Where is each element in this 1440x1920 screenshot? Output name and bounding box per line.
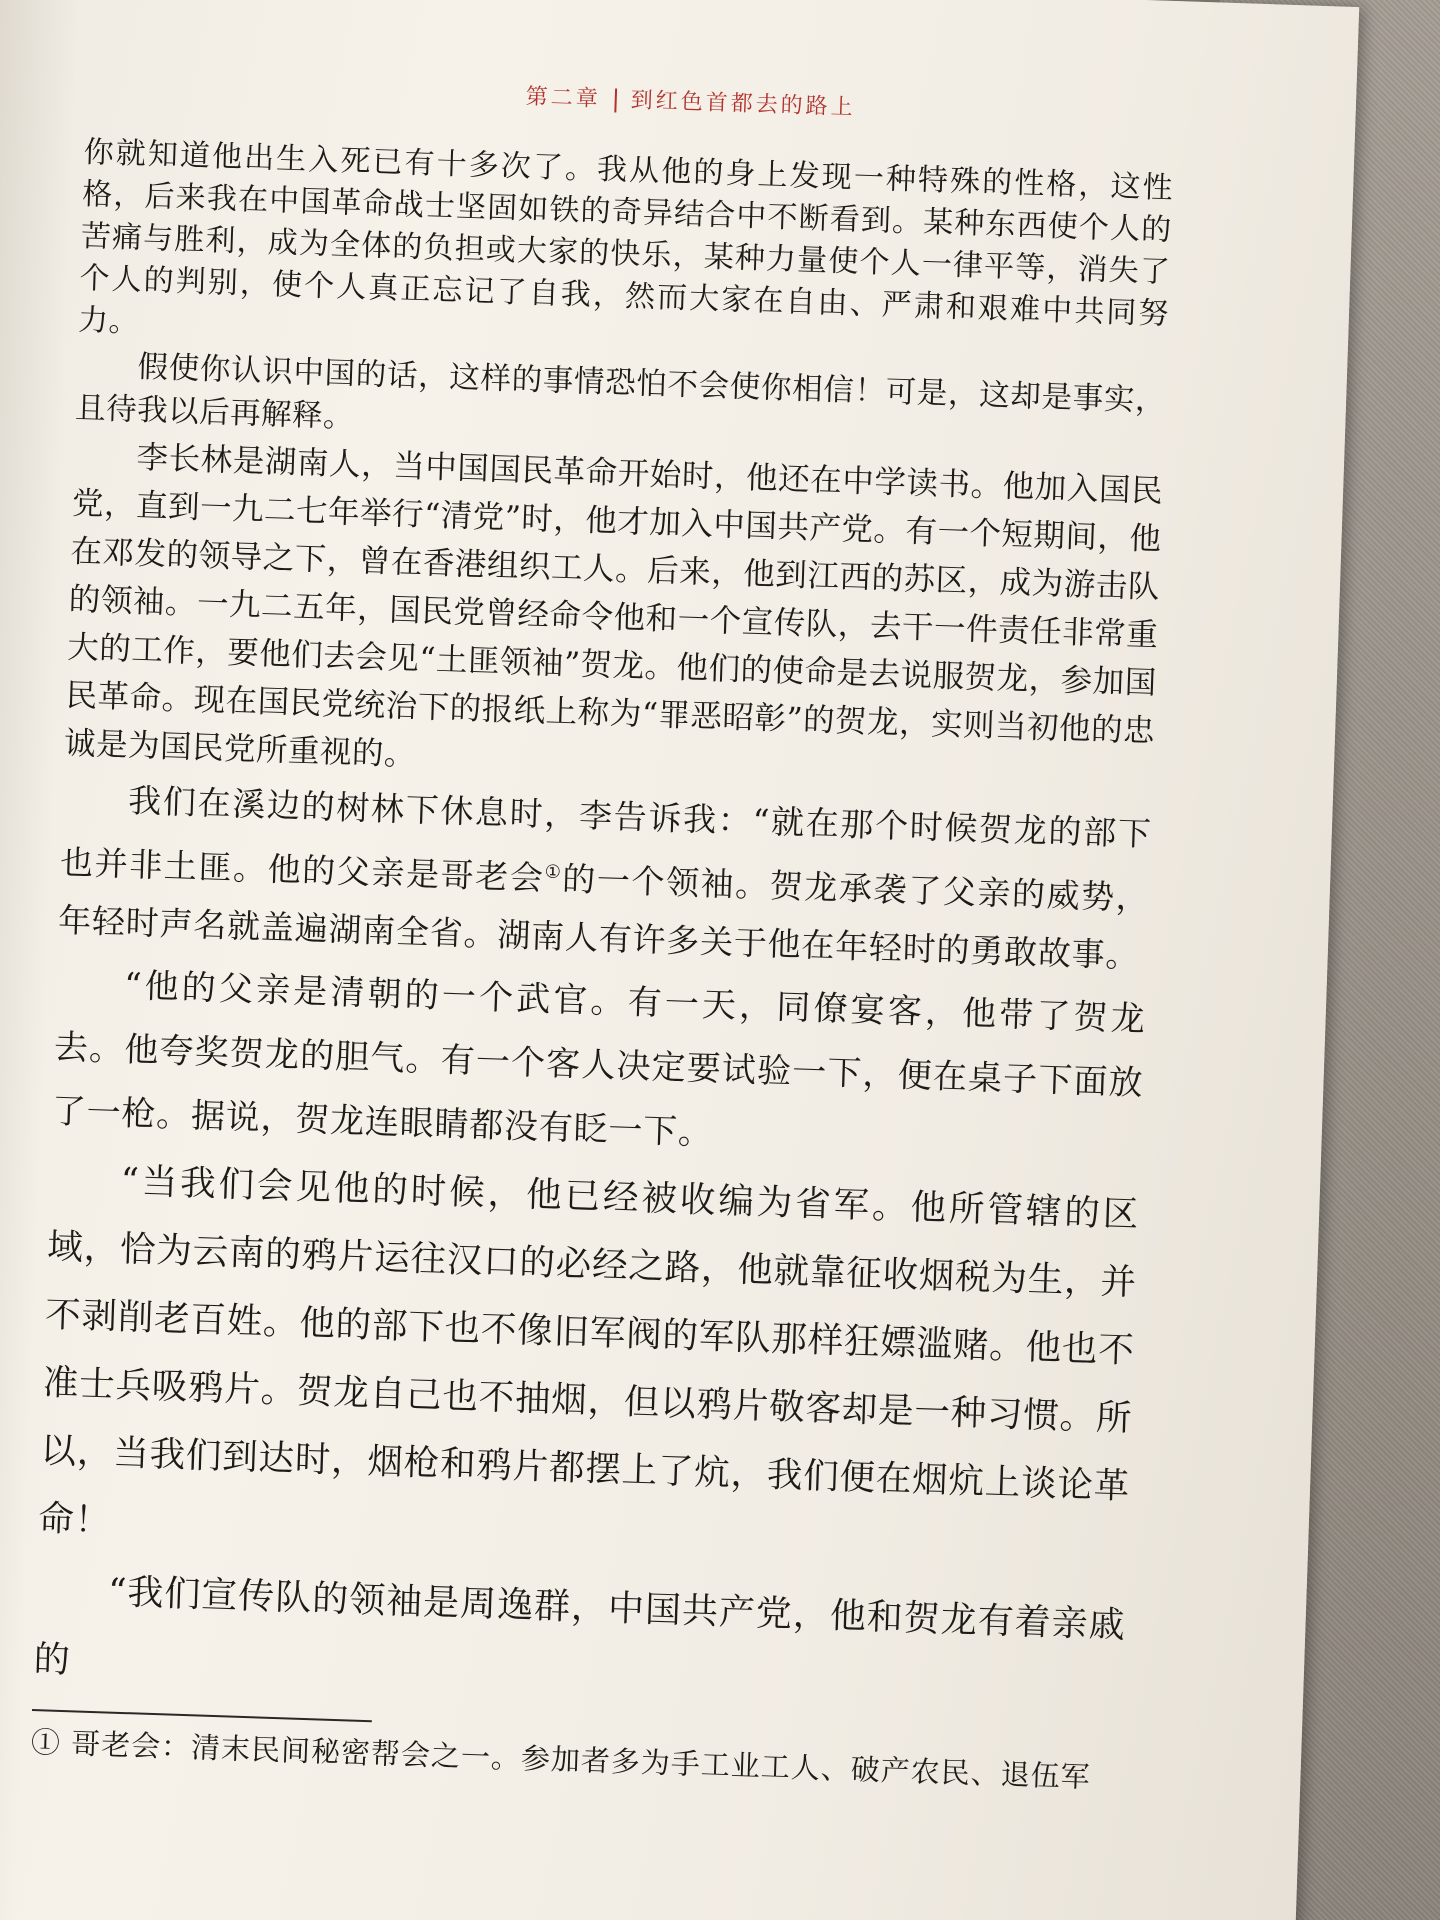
- paragraph-7: “我们宣传队的领袖是周逸群，中国共产党，他和贺龙有着亲戚的: [33, 1571, 1127, 1682]
- paragraph-4: [57, 770, 1152, 986]
- chapter-number: 第二章: [525, 84, 602, 112]
- paragraph-4-text-after: 的一个领袖。贺龙承袭了父亲的威势，年轻时声名就盖遍湖南全省。湖南人有许多关于他在年轻时的勇敢故事。: [57, 859, 1151, 976]
- header-separator: [614, 88, 617, 112]
- chapter-title: 到红色首都去的路上: [630, 87, 857, 121]
- paragraph-6: “当我们会见他的时候，他已经被收编为省军。他所管辖的区域，恰为云南的鸦片运往汉口的必经之路，他就靠征收烟税为生，并不剥削老百姓。他的部下也不像旧军阀的军队那样狂嫖滥赌。他也不准士兵吸鸦片。贺龙自己也不抽烟，但以鸦片敬客却是一种习惯。所以，当我们到达时，烟枪和鸦片都摆上了炕，我们便在烟炕上谈论革命！: [37, 1160, 1140, 1542]
- footnote-reference: ①: [544, 861, 563, 884]
- body-text: [33, 132, 1174, 1731]
- paragraph-3: 李长林是湖南人，当中国国民革命开始时，他还在中学读书。他加入国民党，直到一九二七年举行“清党”时，他才加入中国共产党。有一个短期间，他在邓发的领导之下，曾在香港组织工人。后来，他到江西的苏区，成为游击队的领袖。一九二五年，国民党曾经命令他和一个宣传队，去干一件责任非常重大的工作，要他们去会见“土匪领袖”贺龙。他们的使命是去说服贺龙，参加国民革命。现在国民党统治下的报纸上称为“罪恶昭彰”的贺龙，实则当初他的忠诚是为国民党所重视的。: [63, 439, 1164, 774]
- paragraph-4-text-before: 我们在溪边的树林下休息时，李告诉我：“就在那个时候贺龙的部下也并非土匪。他的父亲是哥老会: [59, 780, 1153, 898]
- paragraph-1: 你就知道他出生入死已有十多次了。我从他的身上发现一种特殊的性格，这性格，后来我在中国革命战士坚固如铁的奇异结合中不断看到。某种东西使个人的苦痛与胜利，成为全体的负担或大家的快乐，某种力量使个人一律平等，消失了个人的判别，使个人真正忘记了自我，然而大家在自由、严肃和艰难中共同努力。: [77, 134, 1174, 340]
- page-content: [30, 65, 1176, 1801]
- footnote: [30, 1719, 1121, 1801]
- paragraph-2: 假使你认识中国的话，这样的事情恐怕不会使你相信！可是，这却是事实，且待我以后再解释。: [74, 349, 1167, 435]
- running-header: [206, 69, 1176, 132]
- paragraph-5: “他的父亲是清朝的一个武官。有一天，同僚宴客，他带了贺龙去。他夸奖贺龙的胆气。有一个客人决定要试验一下，便在桌子下面放了一枪。据说，贺龙连眼睛都没有眨一下。: [51, 965, 1147, 1154]
- footnote-text: 哥老会：清末民间秘密帮会之一。参加者多为手工业工人、破产农民、退伍军: [70, 1726, 1092, 1795]
- footnote-mark: ①: [30, 1725, 62, 1760]
